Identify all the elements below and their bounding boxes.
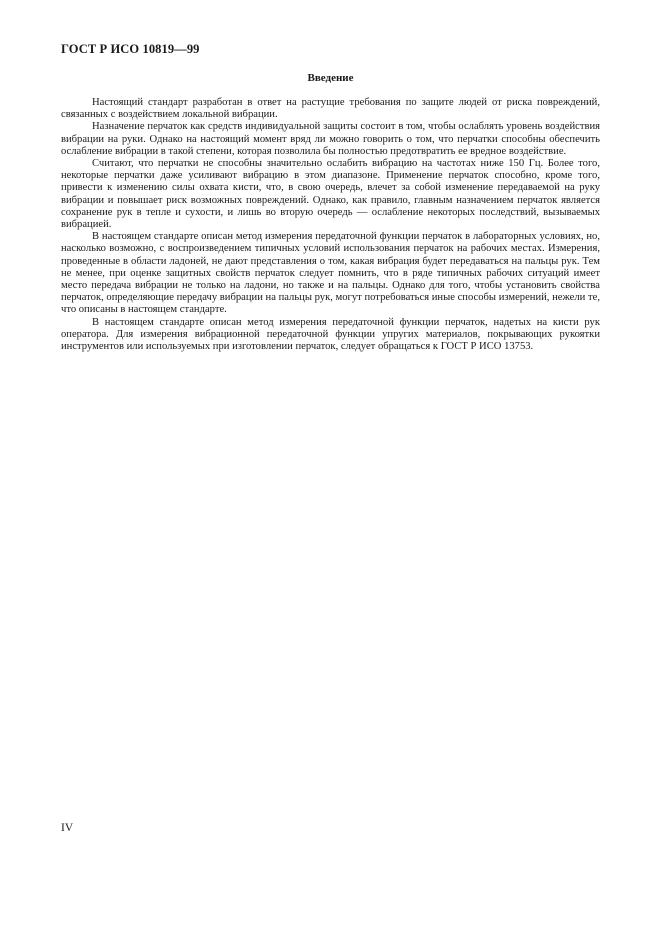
paragraph-1: Настоящий стандарт разработан в ответ на растущие требования по защите людей от риска повреждений, связанных с воздействием локальной вибрации. <box>61 97 600 121</box>
introduction-body <box>61 97 600 353</box>
paragraph-5: В настоящем стандарте описан метод измерения передаточной функции перчаток, надетых на кисти рук оператора. Для измерения вибрационной передаточной функции упругих материалов, покрывающих рукоятки инструментов или используемых при изготовлении перчаток, следует обращаться к ГОСТ Р ИСО 13753. <box>61 316 600 353</box>
paragraph-2: Назначение перчаток как средств индивидуальной защиты состоит в том, чтобы ослаблять уровень воздействия вибрации на руки. Однако на настоящий момент вряд ли можно говорить о том, что перчатки способны обеспечить ослабление вибрации в такой степени, которая позволила бы полностью предотвратить ее вредное воздействие. <box>61 121 600 157</box>
paragraph-3: Считают, что перчатки не способны значительно ослабить вибрацию на частотах ниже 150 Гц. Более того, некоторые перчатки даже усиливают вибрацию в этом диапазоне. Применение перчаток способно, кроме того, привести к изменению силы охвата кисти, что, в свою очередь, влечет за собой изменение передаваемой на руку вибрации и повышает риск возможных повреждений. Однако, как правило, главным назначением перчаток является сохранение рук в тепле и сухости, и лишь во вторую очередь — ослабление некоторых последствий, вызываемых вибрацией. <box>61 158 600 231</box>
section-title: Введение <box>307 72 354 84</box>
page-number: IV <box>61 822 74 834</box>
paragraph-4: В настоящем стандарте описан метод измерения передаточной функции перчаток в лабораторных условиях, но, насколько возможно, с воспроизведением типичных условий использования перчаток на рабочих местах. Измерения, проведенные в области ладоней, не дают представления о том, какая вибрация будет передаваться на пальцы рук. Тем не менее, при оценке защитных свойств перчаток следует помнить, что в ряде типичных рабочих ситуаций имеет место передача вибрации не только на ладони, но также и на пальцы. Однако для того, чтобы установить свойства перчаток, определяющие передачу вибрации на пальцы рук, могут потребоваться иные способы измерений, нежели те, что описаны в настоящем стандарте. <box>61 231 600 316</box>
document-designation: ГОСТ Р ИСО 10819—99 <box>61 42 200 56</box>
